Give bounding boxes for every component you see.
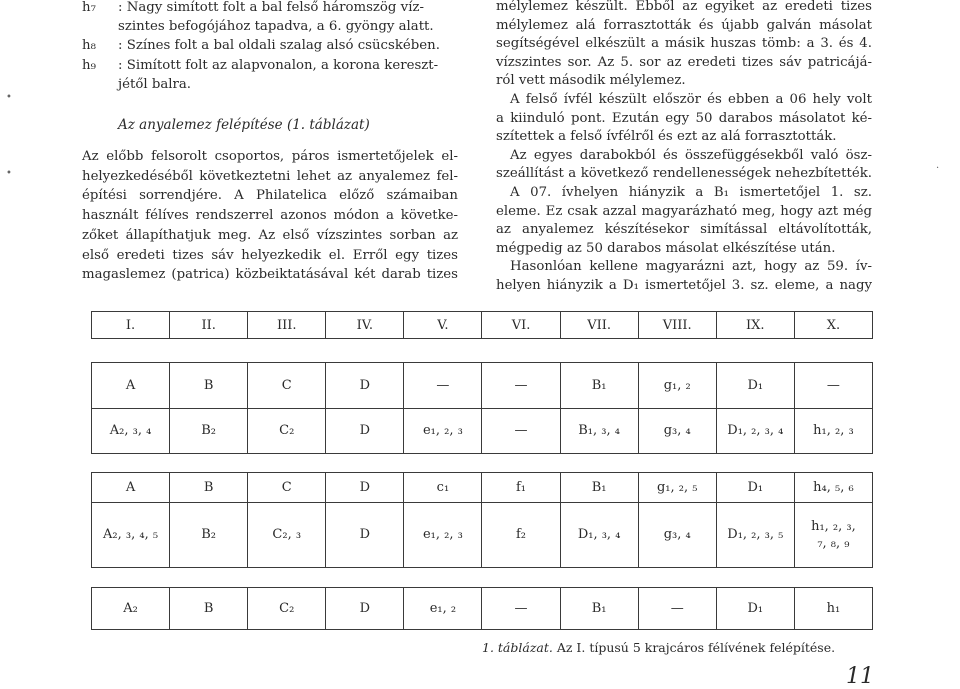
table-cell: e₁, ₂ [404, 588, 482, 630]
table-cell: D₁, ₂, ₃, ₄ [716, 408, 794, 454]
table-cell: A₂, ₃, ₄, ₅ [92, 502, 170, 567]
h-item [82, 36, 458, 55]
table-cell: A [92, 363, 170, 409]
table-cell: e₁, ₂, ₃ [404, 502, 482, 567]
table-cell: B₁ [560, 588, 638, 630]
table-row [92, 312, 873, 339]
h-item [82, 56, 458, 75]
table-cell: B [170, 473, 248, 503]
table-cell: D₁ [716, 473, 794, 503]
table-header-cell: VIII. [638, 312, 716, 339]
h-item-text: : Nagy simított folt a bal felső háromszög víz- [118, 0, 424, 15]
table-row [92, 363, 873, 409]
paragraph-line: magaslemez (patrica) közbeiktatásával két darab tizes [82, 267, 458, 283]
table-header-cell: V. [404, 312, 482, 339]
table-cell: D₁, ₂, ₃, ₅ [716, 502, 794, 567]
margin-mark: • [6, 92, 12, 103]
h-item-text: jétől balra. [118, 76, 192, 92]
table-header-cell: II. [170, 312, 248, 339]
table-cell: f₁ [482, 473, 560, 503]
paragraph-line: vízszintes sor. Az 5. sor az eredeti tizes sáv patricájá- [496, 54, 872, 70]
paragraph-line: szeállítást a következő rendellenességek nehezbítették. [496, 166, 872, 182]
h-item-text: : Simított folt az alapvonalon, a korona kereszt- [118, 57, 439, 73]
paragraph-line: használt félíves rendszerrel azonos módon a követke- [82, 208, 458, 224]
table-cell: B₁ [560, 473, 638, 503]
paragraph-line: az anyalemez készítésekor simítással eltávolították, [496, 222, 872, 238]
table-header-cell: III. [248, 312, 326, 339]
section-title: Az anyalemez felépítése (1. táblázat) [118, 117, 370, 133]
table-header-cell: I. [92, 312, 170, 339]
h-item-text: : Színes folt a bal oldali szalag alsó csücskében. [118, 38, 440, 54]
table-cell: D₁ [716, 363, 794, 409]
caption-text: Az I. típusú 5 krajcáros félívének felépítése. [552, 640, 836, 655]
table-cell: B₂ [170, 502, 248, 567]
paragraph-line: A felső ívfél készült először és ebben a 06 hely volt [510, 91, 872, 107]
table-cell: g₁, ₂, ₅ [638, 473, 716, 503]
table-cell: D₁ [716, 588, 794, 630]
table-header-cell: IX. [716, 312, 794, 339]
paragraph-line: A 07. ívhelyen hiányzik a B₁ ismertetőjel 1. sz. [510, 184, 872, 200]
table-cell: B₂ [170, 408, 248, 454]
table-cell: D [326, 363, 404, 409]
table-cell: — [482, 588, 560, 630]
table-cell: — [482, 363, 560, 409]
paragraph-line: mélylemez alá forrasztották és újabb galván másolat [496, 17, 872, 33]
paragraph-line: segítségével elkészült a másik huszas tömb: a 3. és 4. [496, 36, 872, 52]
table-header [91, 311, 873, 339]
h-item-text: szintes befogójához tapadva, a 6. gyöngy alatt. [118, 19, 434, 35]
table-cell: g₃, ₄ [638, 502, 716, 567]
paragraph-line: zőket állapíthatjuk meg. Az első vízszintes sorban az [82, 227, 458, 243]
table-cell: B₁ [560, 363, 638, 409]
body-paragraph [82, 147, 458, 285]
right-paragraphs [496, 0, 872, 296]
paragraph-line: Az egyes darabokból és összefüggésekből való ösz- [510, 147, 872, 163]
h-item [82, 0, 458, 17]
table-cell: — [404, 363, 482, 409]
table-cell: h₁, ₂, ₃ [794, 408, 872, 454]
table-block-3 [91, 587, 873, 630]
table-row [92, 473, 873, 503]
table-cell: e₁, ₂, ₃ [404, 408, 482, 454]
table-row [92, 408, 873, 454]
table-cell: h₁ [794, 588, 872, 630]
table-cell: D₁, ₃, ₄ [560, 502, 638, 567]
paragraph-line: első eredeti tizes sáv helyezkedik el. Erről egy tizes [82, 247, 458, 263]
table-row [92, 502, 873, 567]
table-cell: B [170, 363, 248, 409]
paragraph-line: szítettek a felső ívfélről és ezt az alá forrasztották. [496, 129, 837, 145]
h-items-list [82, 0, 458, 94]
table-cell: D [326, 408, 404, 454]
paragraph-line: Hasonlóan kellene magyarázni azt, hogy az 59. ív- [510, 259, 872, 275]
paragraph-line: Az előbb felsorolt csoportos, páros ismertetőjelek el- [82, 149, 458, 164]
h-item-label: h₈ [82, 38, 96, 54]
table-cell: B₁, ₃, ₄ [560, 408, 638, 454]
paragraph-line: ról vett második mélylemez. [496, 73, 686, 89]
table-header-cell: X. [794, 312, 872, 339]
caption-label: 1. táblázat. [482, 640, 553, 655]
table-cell: D [326, 588, 404, 630]
table-header-cell: VII. [560, 312, 638, 339]
table-cell: C [248, 473, 326, 503]
paragraph-line: a kiinduló pont. Ezután egy 50 darabos másolatot ké- [496, 110, 872, 126]
table-cell: C₂, ₃ [248, 502, 326, 567]
table-block-2 [91, 472, 873, 568]
table-caption [482, 640, 835, 655]
paragraph-line: mégpedig az 50 darabos másolat elkészítése után. [496, 240, 836, 256]
table-block-1 [91, 362, 873, 454]
h-item-label: h₉ [82, 57, 96, 73]
paragraph-line: építési sorrendjére. A Philatelica előző számaiban [82, 188, 458, 204]
paragraph-line: mélylemez készült. Ebből az egyiket az eredeti tizes [496, 0, 872, 14]
table-cell: A₂, ₃, ₄ [92, 408, 170, 454]
table-cell: — [794, 363, 872, 409]
paragraph-line: helyezkedéséből következtetni lehet az anyalemez fel- [82, 168, 458, 184]
table-cell: D [326, 473, 404, 503]
table-cell: g₁, ₂ [638, 363, 716, 409]
table-cell: C₂ [248, 588, 326, 630]
h-item-label: h₇ [82, 0, 96, 15]
table-cell: A [92, 473, 170, 503]
table-cell: c₁ [404, 473, 482, 503]
table-cell: h₄, ₅, ₆ [794, 473, 872, 503]
table-cell: A₂ [92, 588, 170, 630]
table-cell: C₂ [248, 408, 326, 454]
table-cell: B [170, 588, 248, 630]
table-row [92, 588, 873, 630]
table-cell: — [482, 408, 560, 454]
margin-mark: · [936, 163, 940, 174]
table-cell: C [248, 363, 326, 409]
table-cell: h₁, ₂, ₃, ₇, ₈, ₉ [794, 502, 872, 567]
paragraph-line: helyen hiányzik a D₁ ismertetőjel 3. sz. eleme, a nagy [496, 277, 872, 293]
table-header-cell: IV. [326, 312, 404, 339]
table-cell: f₂ [482, 502, 560, 567]
table-cell: g₃, ₄ [638, 408, 716, 454]
table-header-cell: VI. [482, 312, 560, 339]
paragraph-line: eleme. Ez csak azzal magyarázható meg, hogy azt még [496, 203, 872, 219]
table-cell: — [638, 588, 716, 630]
page-number: 11 [846, 664, 874, 689]
margin-mark: • [6, 168, 12, 179]
table-cell: D [326, 502, 404, 567]
